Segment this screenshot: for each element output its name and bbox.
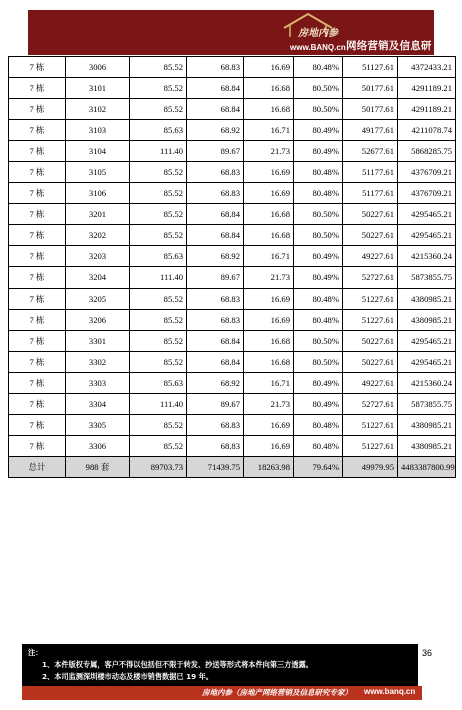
table-cell: 68.83	[187, 309, 244, 330]
table-cell: 68.92	[187, 120, 244, 141]
note-item-1: 1、本件版权专属，客户不得以包括但不限于转发、抄送等形式将本件向第三方透露。	[42, 660, 313, 669]
table-cell: 7 栋	[9, 288, 66, 309]
table-cell: 7 栋	[9, 372, 66, 393]
table-cell: 50227.61	[343, 225, 398, 246]
table-cell: 85.52	[130, 330, 187, 351]
table-cell: 50227.61	[343, 204, 398, 225]
table-cell: 79.64%	[294, 456, 343, 477]
table-cell: 80.50%	[294, 99, 343, 120]
table-cell: 7 栋	[9, 141, 66, 162]
table-cell: 50177.61	[343, 78, 398, 99]
table-cell: 7 栋	[9, 330, 66, 351]
table-cell: 4380985.21	[398, 414, 456, 435]
report-header-banner	[28, 10, 434, 67]
table-cell: 68.83	[187, 288, 244, 309]
table-body	[9, 57, 456, 478]
table-cell: 68.83	[187, 414, 244, 435]
table-cell: 111.40	[130, 267, 187, 288]
table-cell: 4215360.24	[398, 246, 456, 267]
table-row	[9, 141, 456, 162]
table-cell: 80.48%	[294, 162, 343, 183]
table-cell: 16.69	[244, 414, 294, 435]
table-cell: 4376709.21	[398, 162, 456, 183]
table-cell: 5873855.75	[398, 393, 456, 414]
sales-data-table	[8, 56, 456, 478]
table-cell: 16.69	[244, 435, 294, 456]
table-cell: 71439.75	[187, 456, 244, 477]
table-cell: 4483387800.99	[398, 456, 456, 477]
table-cell: 80.48%	[294, 183, 343, 204]
table-cell: 85.52	[130, 99, 187, 120]
table-total-row	[9, 456, 456, 477]
table-cell: 80.50%	[294, 351, 343, 372]
table-cell: 7 栋	[9, 309, 66, 330]
table-cell: 111.40	[130, 393, 187, 414]
notes-box	[22, 644, 418, 686]
table-row	[9, 204, 456, 225]
table-row	[9, 288, 456, 309]
table-cell: 85.52	[130, 162, 187, 183]
table-cell: 68.92	[187, 372, 244, 393]
table-row	[9, 162, 456, 183]
table-row	[9, 99, 456, 120]
table-cell: 3301	[66, 330, 130, 351]
table-cell: 7 栋	[9, 183, 66, 204]
table-cell: 16.69	[244, 183, 294, 204]
footer-bar	[22, 686, 422, 700]
table-cell: 85.63	[130, 372, 187, 393]
table-cell: 18263.98	[244, 456, 294, 477]
table-cell: 3103	[66, 120, 130, 141]
table-cell: 7 栋	[9, 267, 66, 288]
table-cell: 52727.61	[343, 267, 398, 288]
table-cell: 52727.61	[343, 393, 398, 414]
table-cell: 80.48%	[294, 288, 343, 309]
table-cell: 68.92	[187, 246, 244, 267]
note-item-2: 2、本司监测深圳楼市动态及楼市销售数据已 19 年。	[42, 672, 213, 681]
logo-text: 房地内参	[298, 28, 338, 39]
table-cell: 3106	[66, 183, 130, 204]
table-cell: 4291189.21	[398, 78, 456, 99]
table-cell: 16.68	[244, 330, 294, 351]
table-cell: 3104	[66, 141, 130, 162]
table-cell: 80.49%	[294, 393, 343, 414]
table-cell: 3204	[66, 267, 130, 288]
table-cell: 80.50%	[294, 78, 343, 99]
table-cell: 85.63	[130, 120, 187, 141]
table-cell: 7 栋	[9, 414, 66, 435]
table-cell: 3105	[66, 162, 130, 183]
table-cell: 52677.61	[343, 141, 398, 162]
table-cell: 51227.61	[343, 414, 398, 435]
table-cell: 50177.61	[343, 99, 398, 120]
table-cell: 80.49%	[294, 141, 343, 162]
table-cell: 16.68	[244, 351, 294, 372]
table-cell: 80.50%	[294, 204, 343, 225]
table-row	[9, 372, 456, 393]
table-cell: 68.83	[187, 162, 244, 183]
table-cell: 3302	[66, 351, 130, 372]
table-cell: 85.52	[130, 57, 187, 78]
table-cell: 85.63	[130, 246, 187, 267]
table-cell: 3101	[66, 78, 130, 99]
table-row	[9, 225, 456, 246]
table-cell: 4295465.21	[398, 330, 456, 351]
table-cell: 80.49%	[294, 120, 343, 141]
table-cell: 16.68	[244, 225, 294, 246]
table-cell: 85.52	[130, 78, 187, 99]
table-cell: 50227.61	[343, 330, 398, 351]
table-cell: 988 套	[66, 456, 130, 477]
table-cell: 89.67	[187, 393, 244, 414]
header-url: www.BANQ.cn	[290, 43, 346, 52]
table-row	[9, 57, 456, 78]
table-cell: 80.48%	[294, 57, 343, 78]
table-cell: 7 栋	[9, 435, 66, 456]
table-cell: 7 栋	[9, 120, 66, 141]
table-cell: 51227.61	[343, 309, 398, 330]
footer-brand: 房地内参（房地产网络营销及信息研究专家）	[202, 688, 352, 697]
table-cell: 51227.61	[343, 435, 398, 456]
table-cell: 49177.61	[343, 120, 398, 141]
table-cell: 51177.61	[343, 162, 398, 183]
table-cell: 3206	[66, 309, 130, 330]
table-cell: 16.71	[244, 372, 294, 393]
table-cell: 16.69	[244, 309, 294, 330]
table-cell: 7 栋	[9, 204, 66, 225]
header-title: 网络营销及信息研究专家	[346, 40, 432, 67]
table-cell: 16.68	[244, 78, 294, 99]
table-cell: 4380985.21	[398, 288, 456, 309]
table-cell: 4380985.21	[398, 435, 456, 456]
table-cell: 4211078.74	[398, 120, 456, 141]
table-row	[9, 78, 456, 99]
table-cell: 85.52	[130, 183, 187, 204]
table-cell: 4295465.21	[398, 204, 456, 225]
table-cell: 85.52	[130, 204, 187, 225]
table-cell: 68.84	[187, 78, 244, 99]
table-cell: 80.49%	[294, 267, 343, 288]
table-cell: 16.68	[244, 204, 294, 225]
table-cell: 3303	[66, 372, 130, 393]
table-cell: 68.83	[187, 435, 244, 456]
table-cell: 89.67	[187, 267, 244, 288]
table-cell: 7 栋	[9, 99, 66, 120]
table-cell: 16.68	[244, 99, 294, 120]
table-cell: 21.73	[244, 141, 294, 162]
table-cell: 85.52	[130, 309, 187, 330]
table-cell: 80.50%	[294, 330, 343, 351]
table-cell: 16.69	[244, 57, 294, 78]
table-cell: 49227.61	[343, 372, 398, 393]
table-cell: 51227.61	[343, 288, 398, 309]
table-cell: 85.52	[130, 435, 187, 456]
table-cell: 5868285.75	[398, 141, 456, 162]
table-cell: 51127.61	[343, 57, 398, 78]
table-row	[9, 393, 456, 414]
table-cell: 68.83	[187, 57, 244, 78]
table-cell: 4376709.21	[398, 183, 456, 204]
table-row	[9, 309, 456, 330]
table-cell: 16.71	[244, 120, 294, 141]
table-cell: 4215360.24	[398, 372, 456, 393]
table-cell: 80.49%	[294, 372, 343, 393]
table-cell: 3306	[66, 435, 130, 456]
table-cell: 50227.61	[343, 351, 398, 372]
table-cell: 111.40	[130, 141, 187, 162]
table-cell: 80.48%	[294, 414, 343, 435]
table-cell: 5873855.75	[398, 267, 456, 288]
table-cell: 7 栋	[9, 162, 66, 183]
table-cell: 16.71	[244, 246, 294, 267]
table-cell: 4291189.21	[398, 99, 456, 120]
table-cell: 21.73	[244, 393, 294, 414]
table-cell: 总计	[9, 456, 66, 477]
table-cell: 80.48%	[294, 309, 343, 330]
table-cell: 49227.61	[343, 246, 398, 267]
table-cell: 85.52	[130, 351, 187, 372]
table-cell: 7 栋	[9, 78, 66, 99]
table-row	[9, 183, 456, 204]
table-cell: 3304	[66, 393, 130, 414]
table-cell: 4295465.21	[398, 225, 456, 246]
table-cell: 16.69	[244, 162, 294, 183]
table-cell: 3201	[66, 204, 130, 225]
table-cell: 85.52	[130, 225, 187, 246]
table-cell: 68.84	[187, 330, 244, 351]
table-cell: 3202	[66, 225, 130, 246]
table-row	[9, 330, 456, 351]
table-cell: 4380985.21	[398, 309, 456, 330]
table-row	[9, 267, 456, 288]
table-cell: 80.50%	[294, 225, 343, 246]
table-cell: 3006	[66, 57, 130, 78]
table-cell: 89.67	[187, 141, 244, 162]
table-cell: 49979.95	[343, 456, 398, 477]
table-cell: 7 栋	[9, 246, 66, 267]
table-cell: 68.84	[187, 99, 244, 120]
table-cell: 68.84	[187, 225, 244, 246]
table-cell: 7 栋	[9, 225, 66, 246]
table-cell: 7 栋	[9, 393, 66, 414]
notes-heading: 注：	[28, 648, 43, 657]
table-row	[9, 414, 456, 435]
table-cell: 3205	[66, 288, 130, 309]
table-cell: 85.52	[130, 414, 187, 435]
table-row	[9, 246, 456, 267]
footer-url: www.banq.cn	[364, 687, 416, 696]
table-row	[9, 120, 456, 141]
table-cell: 7 栋	[9, 351, 66, 372]
table-cell: 89703.73	[130, 456, 187, 477]
table-cell: 68.83	[187, 183, 244, 204]
table-cell: 4372433.21	[398, 57, 456, 78]
table-cell: 80.48%	[294, 435, 343, 456]
table-cell: 80.49%	[294, 246, 343, 267]
table-cell: 4295465.21	[398, 351, 456, 372]
table-cell: 21.73	[244, 267, 294, 288]
table-cell: 68.84	[187, 351, 244, 372]
table-cell: 16.69	[244, 288, 294, 309]
table-cell: 85.52	[130, 288, 187, 309]
table-row	[9, 435, 456, 456]
table-cell: 7 栋	[9, 57, 66, 78]
page-number: 36	[422, 648, 433, 658]
table-cell: 3102	[66, 99, 130, 120]
table-cell: 68.84	[187, 204, 244, 225]
table-row	[9, 351, 456, 372]
table-cell: 51177.61	[343, 183, 398, 204]
table-cell: 3203	[66, 246, 130, 267]
table-cell: 3305	[66, 414, 130, 435]
